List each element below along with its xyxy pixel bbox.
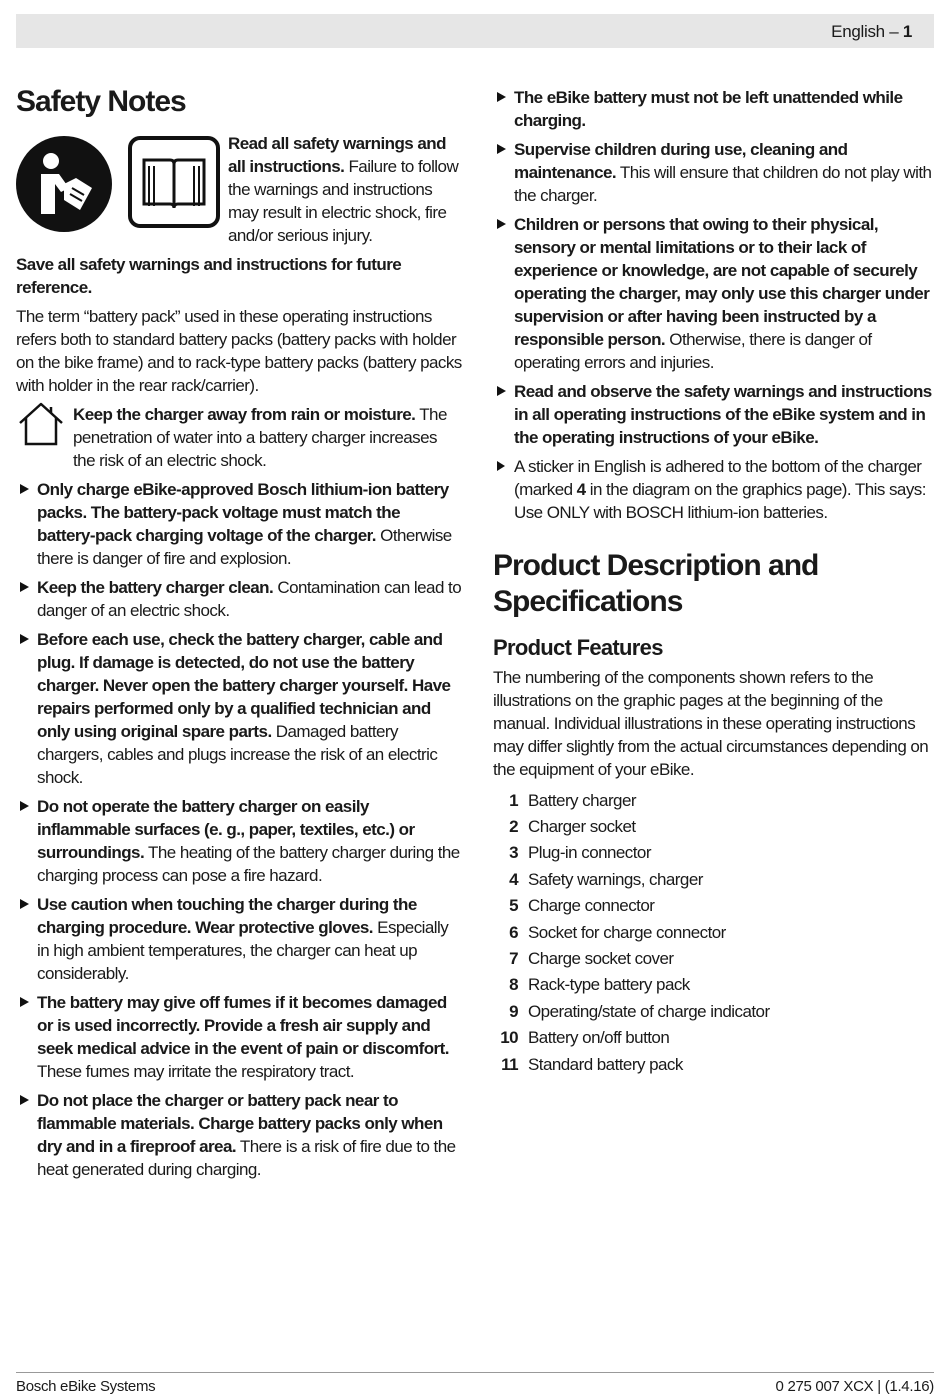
read-all-warnings: Read all safety warnings and all instructions. Failure to follow the warnings and instructions may result in electric shock, fire and/or serious injury.: [228, 134, 459, 245]
safety-bullet: Only charge eBike-approved Bosch lithium-ion battery packs. The battery-pack voltage must match the battery-pack charging voltage of the charger. Otherwise there is danger of fire and explosion.: [16, 478, 462, 570]
feature-number: 1: [509, 790, 518, 810]
feature-item: [493, 998, 935, 1024]
footer-divider: [16, 1372, 934, 1373]
open-book-icon: [128, 136, 220, 228]
feature-number: 2: [509, 817, 518, 837]
safety-bullet: Before each use, check the battery charger, cable and plug. If damage is detected, do not use the battery charger. Never open the battery charger yourself. Have repairs performed only by a qualified technician and only using original spare parts. Damaged battery chargers, cables and plugs increase the risk of an electric shock.: [16, 628, 462, 789]
battery-pack-term: The term “battery pack” used in these operating instructions refers both to standard battery packs (battery packs with holder on the bike frame) and to rack-type battery packs (battery packs with holder in the rear rack/carrier).: [16, 307, 462, 395]
feature-number: 6: [509, 922, 518, 942]
rain-warning-block: [16, 403, 462, 472]
product-features-title: Product Features: [493, 635, 663, 660]
feature-item: [493, 972, 935, 998]
feature-item: [493, 919, 935, 945]
feature-label: Battery charger: [528, 790, 636, 810]
feature-number: 7: [509, 949, 518, 969]
features-list: [493, 787, 935, 1077]
sticker-note: A sticker in English is adhered to the bottom of the charger (marked 4 in the diagram on the graphics page). This says: Use ONLY with BOSCH lithium-ion batteries.: [493, 455, 935, 524]
read-manual-icon: [16, 136, 112, 232]
feature-item: [493, 1051, 935, 1077]
feature-number: 5: [509, 896, 518, 916]
feature-label: Battery on/off button: [528, 1028, 670, 1048]
feature-label: Charge socket cover: [528, 949, 674, 969]
safety-bullet: Read and observe the safety warnings and instructions in all operating instructions of the eBike system and in the operating instructions of your eBike.: [493, 380, 935, 449]
header-language: English: [831, 22, 885, 41]
warning-icons: [16, 136, 220, 232]
feature-label: Charger socket: [528, 817, 636, 837]
feature-item: [493, 787, 935, 813]
feature-label: Safety warnings, charger: [528, 869, 703, 889]
feature-label: Charge connector: [528, 896, 655, 916]
feature-number: 8: [509, 975, 518, 995]
feature-item: [493, 1025, 935, 1051]
left-column: [16, 84, 462, 1187]
feature-number: 10: [500, 1028, 518, 1048]
feature-number: 11: [501, 1054, 518, 1074]
indoor-use-icon: [16, 401, 66, 447]
safety-bullet: Supervise children during use, cleaning and maintenance. This will ensure that children do not play with the charger.: [493, 138, 935, 207]
feature-label: Rack-type battery pack: [528, 975, 690, 995]
feature-number: 9: [509, 1001, 518, 1021]
page-number: 1: [902, 22, 912, 41]
footer-doc-number: 0 275 007 XCX | (1.4.16): [775, 1378, 934, 1395]
read-instructions-block: [16, 132, 462, 247]
header-label: English – 1: [831, 22, 912, 41]
safety-bullet: The battery may give off fumes if it becomes damaged or is used incorrectly. Provide a fresh air supply and seek medical advice in the event of pain or discomfort. These fumes may irritate the respiratory tract.: [16, 991, 462, 1083]
page-header: [16, 14, 934, 48]
feature-label: Plug-in connector: [528, 843, 651, 863]
rain-warning: Keep the charger away from rain or moisture. The penetration of water into a battery charger increases the risk of an electric shock.: [73, 405, 447, 470]
feature-number: 4: [509, 869, 518, 889]
right-column: [493, 84, 935, 1077]
safety-notes-title: Safety Notes: [16, 85, 186, 118]
feature-label: Standard battery pack: [528, 1054, 683, 1074]
product-description-title: Product Description and Specifications: [493, 549, 819, 618]
save-instructions: Save all safety warnings and instructions for future reference.: [16, 255, 402, 297]
feature-label: Operating/state of charge indicator: [528, 1001, 770, 1021]
feature-item: [493, 866, 935, 892]
safety-bullet: Do not place the charger or battery pack near to flammable materials. Charge battery packs only when dry and in a fireproof area. There is a risk of fire due to the heat generated during charging.: [16, 1089, 462, 1181]
safety-bullet: Do not operate the battery charger on easily inflammable surfaces (e. g., paper, textiles, etc.) or surroundings. The heating of the battery charger during the charging process can pose a fire hazard.: [16, 795, 462, 887]
safety-bullet: Use caution when touching the charger during the charging procedure. Wear protective gloves. Especially in high ambient temperatures, the charger can heat up considerably.: [16, 893, 462, 985]
feature-number: 3: [509, 843, 518, 863]
feature-item: [493, 840, 935, 866]
feature-label: Socket for charge connector: [528, 922, 726, 942]
safety-bullet: Keep the battery charger clean. Contamination can lead to danger of an electric shock.: [16, 576, 462, 622]
safety-bullet: Children or persons that owing to their physical, sensory or mental limitations or to their lack of experience or knowledge, are not capable of securely operating the charger, may only use this charger under supervision or after having been instructed by a responsible person. Otherwise, there is danger of operating errors and injuries.: [493, 213, 935, 374]
feature-item: [493, 813, 935, 839]
safety-bullet: The eBike battery must not be left unattended while charging.: [493, 86, 935, 132]
feature-item: [493, 893, 935, 919]
footer-brand: Bosch eBike Systems: [16, 1378, 156, 1395]
features-intro: The numbering of the components shown refers to the illustrations on the graphic pages at the beginning of the manual. Individual illustrations in these operating instructions may differ slightly from the actual circumstances depending on the equipment of your eBike.: [493, 668, 929, 779]
feature-item: [493, 945, 935, 971]
